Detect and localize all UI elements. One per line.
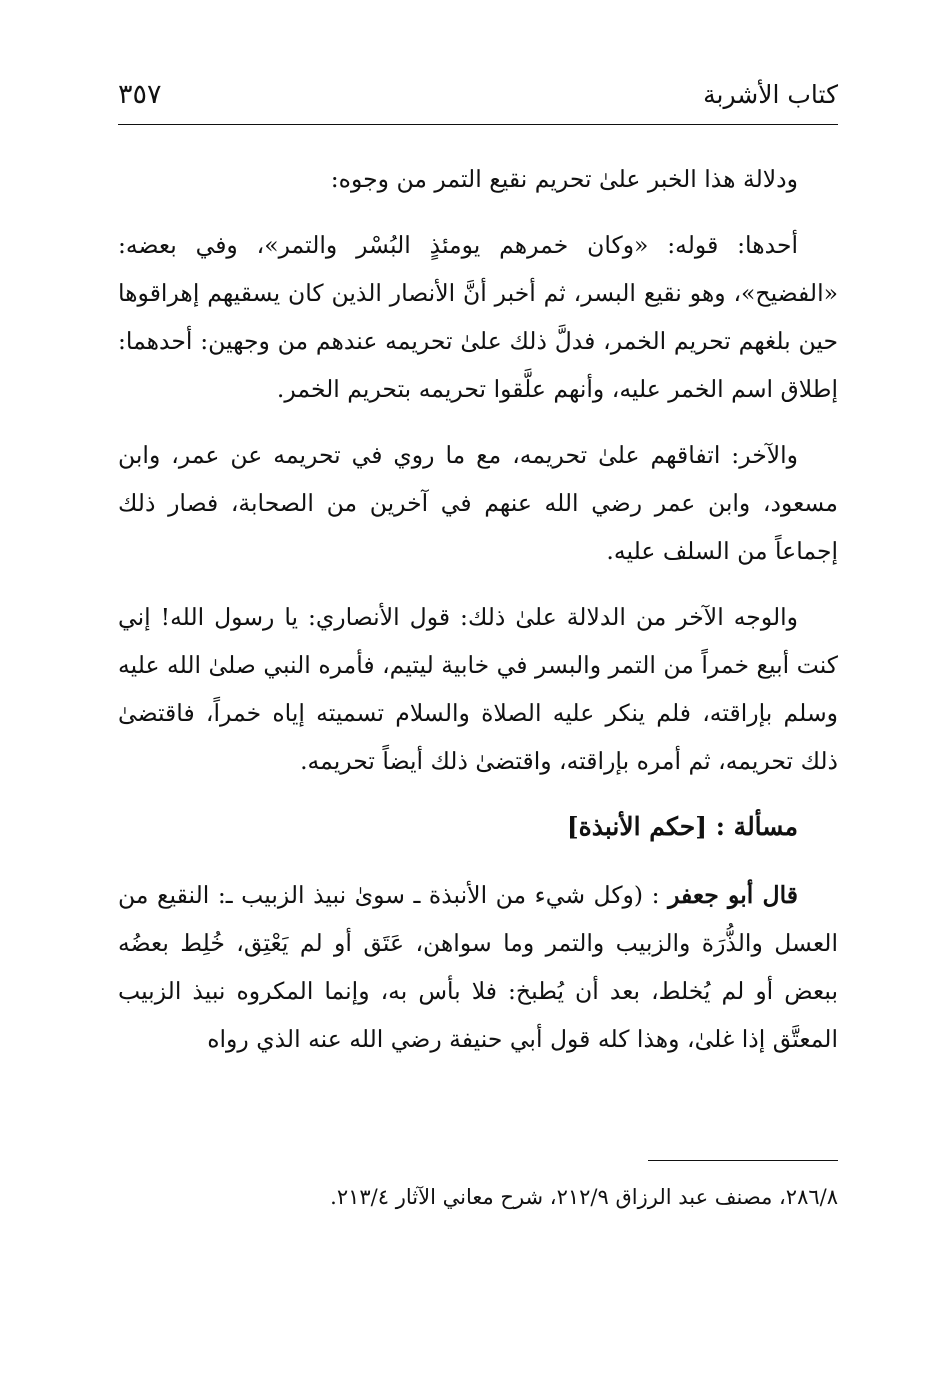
paragraph-other-evidence: والوجه الآخر من الدلالة علىٰ ذلك: قول الأنصاري: يا رسول الله! إني كنت أبيع خمراً من التمر والبسر في خابية ليتيم، فأمره النبي صلىٰ الله عليه وسلم بإراقته، فلم ينكر عليه الصلاة والسلام تسميته إياه خمراً، فاقتضىٰ ذلك تحريمه، ثم أمره بإراقته، واقتضىٰ ذلك أيضاً تحريمه. [118, 603, 838, 775]
quote-text: : (وكل شيء من الأنبذة ـ سوىٰ نبيذ الزبيب ـ: النقيع من العسل والذُّرَة والزبيب والتمر وما سواهن، عَتَق أو لم يَعْتِق، خُلِط بعضُه ببعض أو لم يُخلط، بعد أن يُطبخ: فلا بأس به، وإنما المكروه نبيذ الزبيب المعتَّق إذا غلىٰ، وهذا كله قول أبي حنيفة رضي الله عنه الذي رواه [118, 881, 838, 1053]
running-title: كتاب الأشربة [703, 80, 838, 109]
book-page [118, 70, 838, 1209]
speaker-label: قال أبو جعفر [668, 881, 798, 909]
section-heading: مسألة : [حكم الأنبذة] [566, 812, 798, 841]
footnote-divider [648, 1160, 838, 1161]
main-text [118, 155, 838, 1063]
paragraph-intro: ودلالة هذا الخبر علىٰ تحريم نقيع التمر من وجوه: [330, 165, 798, 193]
paragraph-second-reason: والآخر: اتفاقهم علىٰ تحريمه، مع ما روي في تحريمه عن عمر، وابن مسعود، وابن عمر رضي الله عنهم في آخرين من الصحابة، فصار ذلك إجماعاً من السلف عليه. [118, 441, 838, 565]
footnote: ٢٨٦/٨، مصنف عبد الرزاق ٢١٢/٩، شرح معاني الآثار ٢١٣/٤. [330, 1185, 838, 1209]
running-header [118, 70, 838, 125]
page-number: ٣٥٧ [118, 79, 162, 110]
paragraph-abu-jafar [118, 871, 838, 1063]
paragraph-first-reason: أحدها: قوله: «وكان خمرهم يومئذٍ البُسْر والتمر»، وفي بعضه: «الفضيح»، وهو نقيع البسر، ثم أخبر أنَّ الأنصار الذين كان يسقيهم إهراقوها حين بلغهم تحريم الخمر، فدلَّ ذلك علىٰ تحريمه عندهم من وجهين: أحدهما: إطلاق اسم الخمر عليه، وأنهم علَّقوا تحريمه بتحريم الخمر. [118, 231, 838, 403]
